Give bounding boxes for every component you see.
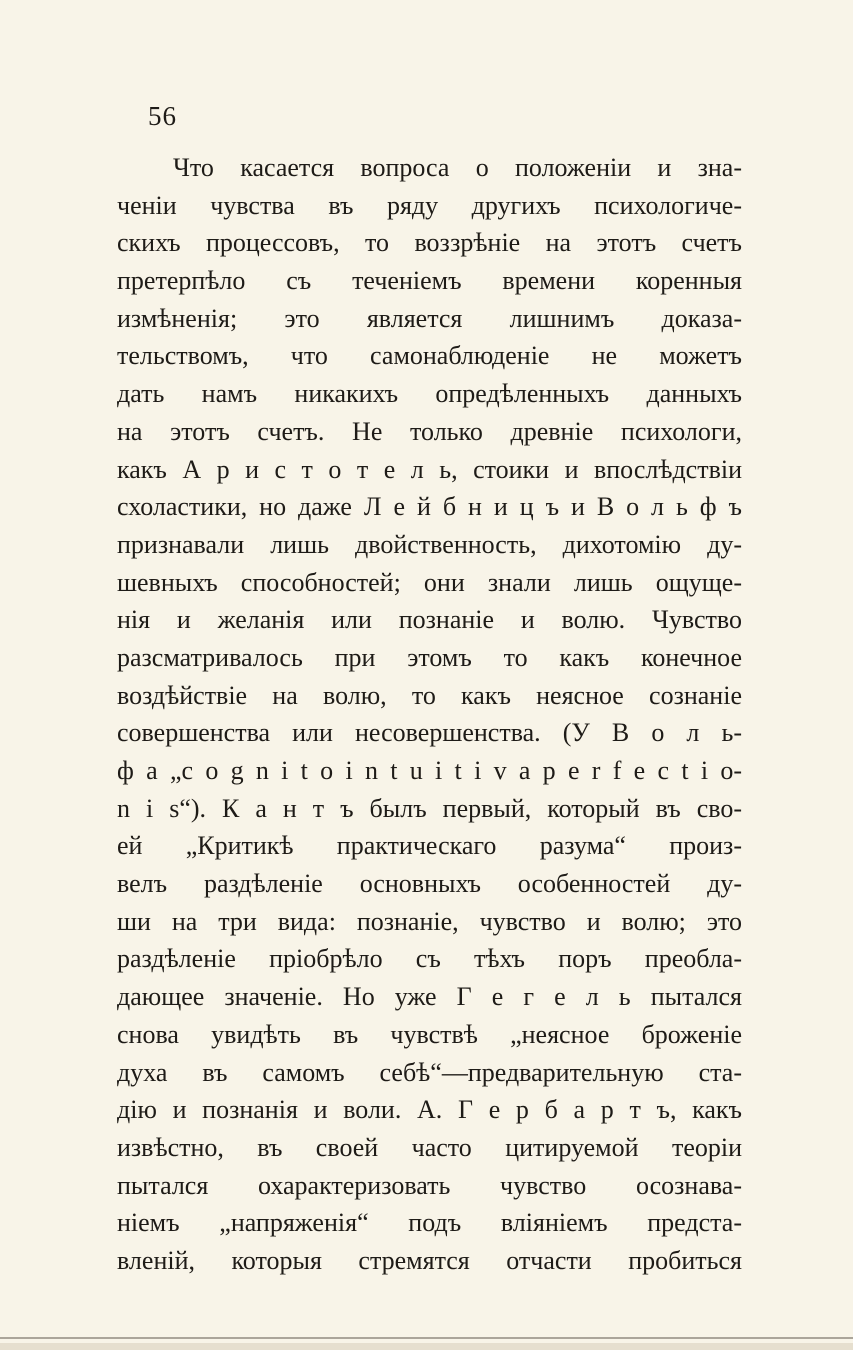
text-line: ф а „c o g n i t o i n t u i t i v a p e r f e c t i o- bbox=[117, 756, 742, 785]
text-line: ей „Критикѣ практическаго разума“ произ- bbox=[117, 831, 742, 861]
page-edge-line bbox=[0, 1337, 853, 1339]
text-line: дающее значеніе. Но уже Г е г е л ь пытался bbox=[117, 982, 742, 1012]
text-line: раздѣленіе пріобрѣло съ тѣхъ поръ преобла- bbox=[117, 944, 742, 974]
text-line: какъ А р и с т о т е л ь, стоики и впослѣдствіи bbox=[117, 454, 742, 484]
page-edge-shadow bbox=[0, 1343, 853, 1350]
text-line: пытался охарактеризовать чувство осознава- bbox=[117, 1170, 742, 1200]
text-line: дію и познанія и воли. А. Г е р б а р т ъ, какъ bbox=[117, 1095, 742, 1125]
body-text bbox=[117, 149, 742, 1280]
text-line: на этотъ счетъ. Не только древніе психологи, bbox=[117, 416, 742, 446]
text-line: шевныхъ способностей; они знали лишь ощуще- bbox=[117, 567, 742, 597]
text-line: ченіи чувства въ ряду другихъ психологиче- bbox=[117, 190, 742, 220]
text-line: велъ раздѣленіе основныхъ особенностей ду- bbox=[117, 869, 742, 899]
text-line: ніемъ „напряженія“ подъ вліяніемъ предста- bbox=[117, 1208, 742, 1238]
text-line: скихъ процессовъ, то воззрѣніе на этотъ счетъ bbox=[117, 228, 742, 258]
text-line: духа въ самомъ себѣ“—предварительную ста- bbox=[117, 1057, 742, 1087]
text-line: тельствомъ, что самонаблюденіе не можетъ bbox=[117, 341, 742, 371]
text-line: Что касается вопроса о положеніи и зна- bbox=[173, 153, 742, 182]
text-line: дать намъ никакихъ опредѣленныхъ данныхъ bbox=[117, 379, 742, 409]
text-line: воздѣйствіе на волю, то какъ неясное сознаніе bbox=[117, 680, 742, 710]
text-line: разсматривалось при этомъ то какъ конечное bbox=[117, 642, 742, 672]
text-line: нія и желанія или познаніе и волю. Чувство bbox=[117, 605, 742, 635]
text-line: снова увидѣть въ чувствѣ „неясное броженіе bbox=[117, 1019, 742, 1049]
text-line: n i s“). К а н т ъ былъ первый, который въ сво- bbox=[117, 793, 742, 823]
text-line: претерпѣло съ теченіемъ времени коренныя bbox=[117, 266, 742, 296]
text-line: схоластики, но даже Л е й б н и ц ъ и В о л ь ф ъ bbox=[117, 492, 742, 522]
text-line: извѣстно, въ своей часто цитируемой теоріи bbox=[117, 1132, 742, 1162]
text-line: признавали лишь двойственность, дихотомію ду- bbox=[117, 529, 742, 559]
text-line: измѣненія; это является лишнимъ доказа- bbox=[117, 303, 742, 333]
text-line: вленій, которыя стремятся отчасти пробиться bbox=[117, 1245, 742, 1275]
text-line: ши на три вида: познаніе, чувство и волю; это bbox=[117, 906, 742, 936]
text-line: совершенства или несовершенства. (У В о л ь- bbox=[117, 718, 742, 748]
page-number: 56 bbox=[148, 101, 177, 131]
